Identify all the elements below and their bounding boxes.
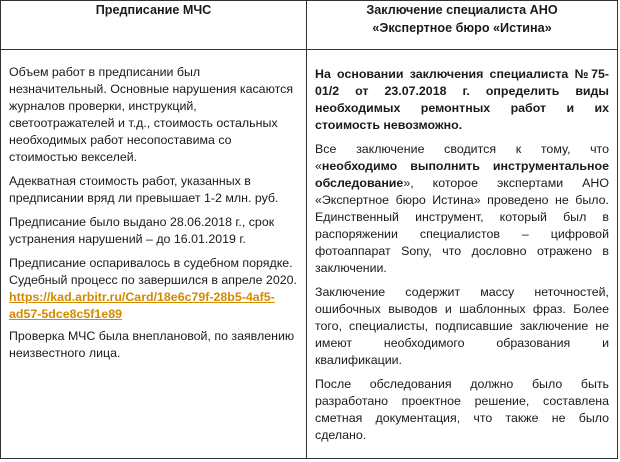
right-paragraph-4: После обследования должно было быть разработано проектное решение, составлена сметная документация, что также не было сделано.	[315, 377, 609, 442]
right-paragraph-2-start: Все заключение сводится к тому, что	[315, 142, 609, 156]
right-paragraph-2-emphasis: необходимо выполнить инструментальное обследование	[315, 159, 609, 190]
header-right	[307, 1, 618, 50]
right-paragraph-3: Заключение содержит массу неточностей, ошибочных выводов и шаблонных фраз. Более того, специалисты, подписавшие заключение не имеют необходимого образования и квалификации.	[315, 285, 609, 367]
left-paragraph-5: Проверка МЧС была внеплановой, по заявлению неизвестного лица.	[9, 329, 295, 360]
left-paragraph-1: Объем работ в предписании был незначительный. Основные нарушения касаются журналов проверки, инструкций, светоотражателей и т.д., стоимость остальных необходимых работ несопоставима со стоимостью векселей.	[9, 65, 294, 164]
header-left-label: Предписание МЧС	[95, 3, 212, 17]
header-row	[1, 1, 618, 50]
header-left	[1, 1, 307, 50]
content-row	[1, 50, 618, 459]
right-cell	[307, 50, 618, 459]
left-cell	[1, 50, 307, 459]
header-right-line2: «Экспертное бюро «Истина»	[372, 21, 552, 35]
header-right-line1: Заключение специалиста АНО	[366, 3, 558, 17]
left-paragraph-3: Предписание было выдано 28.06.2018 г., срок устранения нарушений – до 16.01.2019 г.	[9, 215, 275, 246]
right-paragraph-2-end: , которое экспертами АНО «Экспертное бюро Истина» проведено не было. Единственный инструмент, который был в распоряжении специалистов – цифровой фотоаппарат Sony, что дословно отражено в заключении.	[315, 176, 609, 275]
left-paragraph-4-text: Предписание оспаривалось в судебном порядке. Судебный процесс по завершился в апреле 2020.	[9, 256, 297, 287]
case-link[interactable]: https://kad.arbitr.ru/Card/18e6c79f-28b5-4af5-ad57-5dce8c5f1e89	[9, 290, 275, 321]
left-paragraph-2: Адекватная стоимость работ, указанных в предписании вряд ли превышает 1-2 млн. руб.	[9, 174, 279, 205]
left-paragraph-4	[9, 255, 298, 323]
close-quote: »	[403, 176, 411, 190]
open-quote: «	[315, 159, 322, 173]
right-paragraph-2	[315, 141, 609, 277]
right-paragraph-1: На основании заключения специалиста №75-01/2 от 23.07.2018 г. определить виды необходимых ремонтных работ и их стоимость невозможно.	[315, 67, 609, 132]
